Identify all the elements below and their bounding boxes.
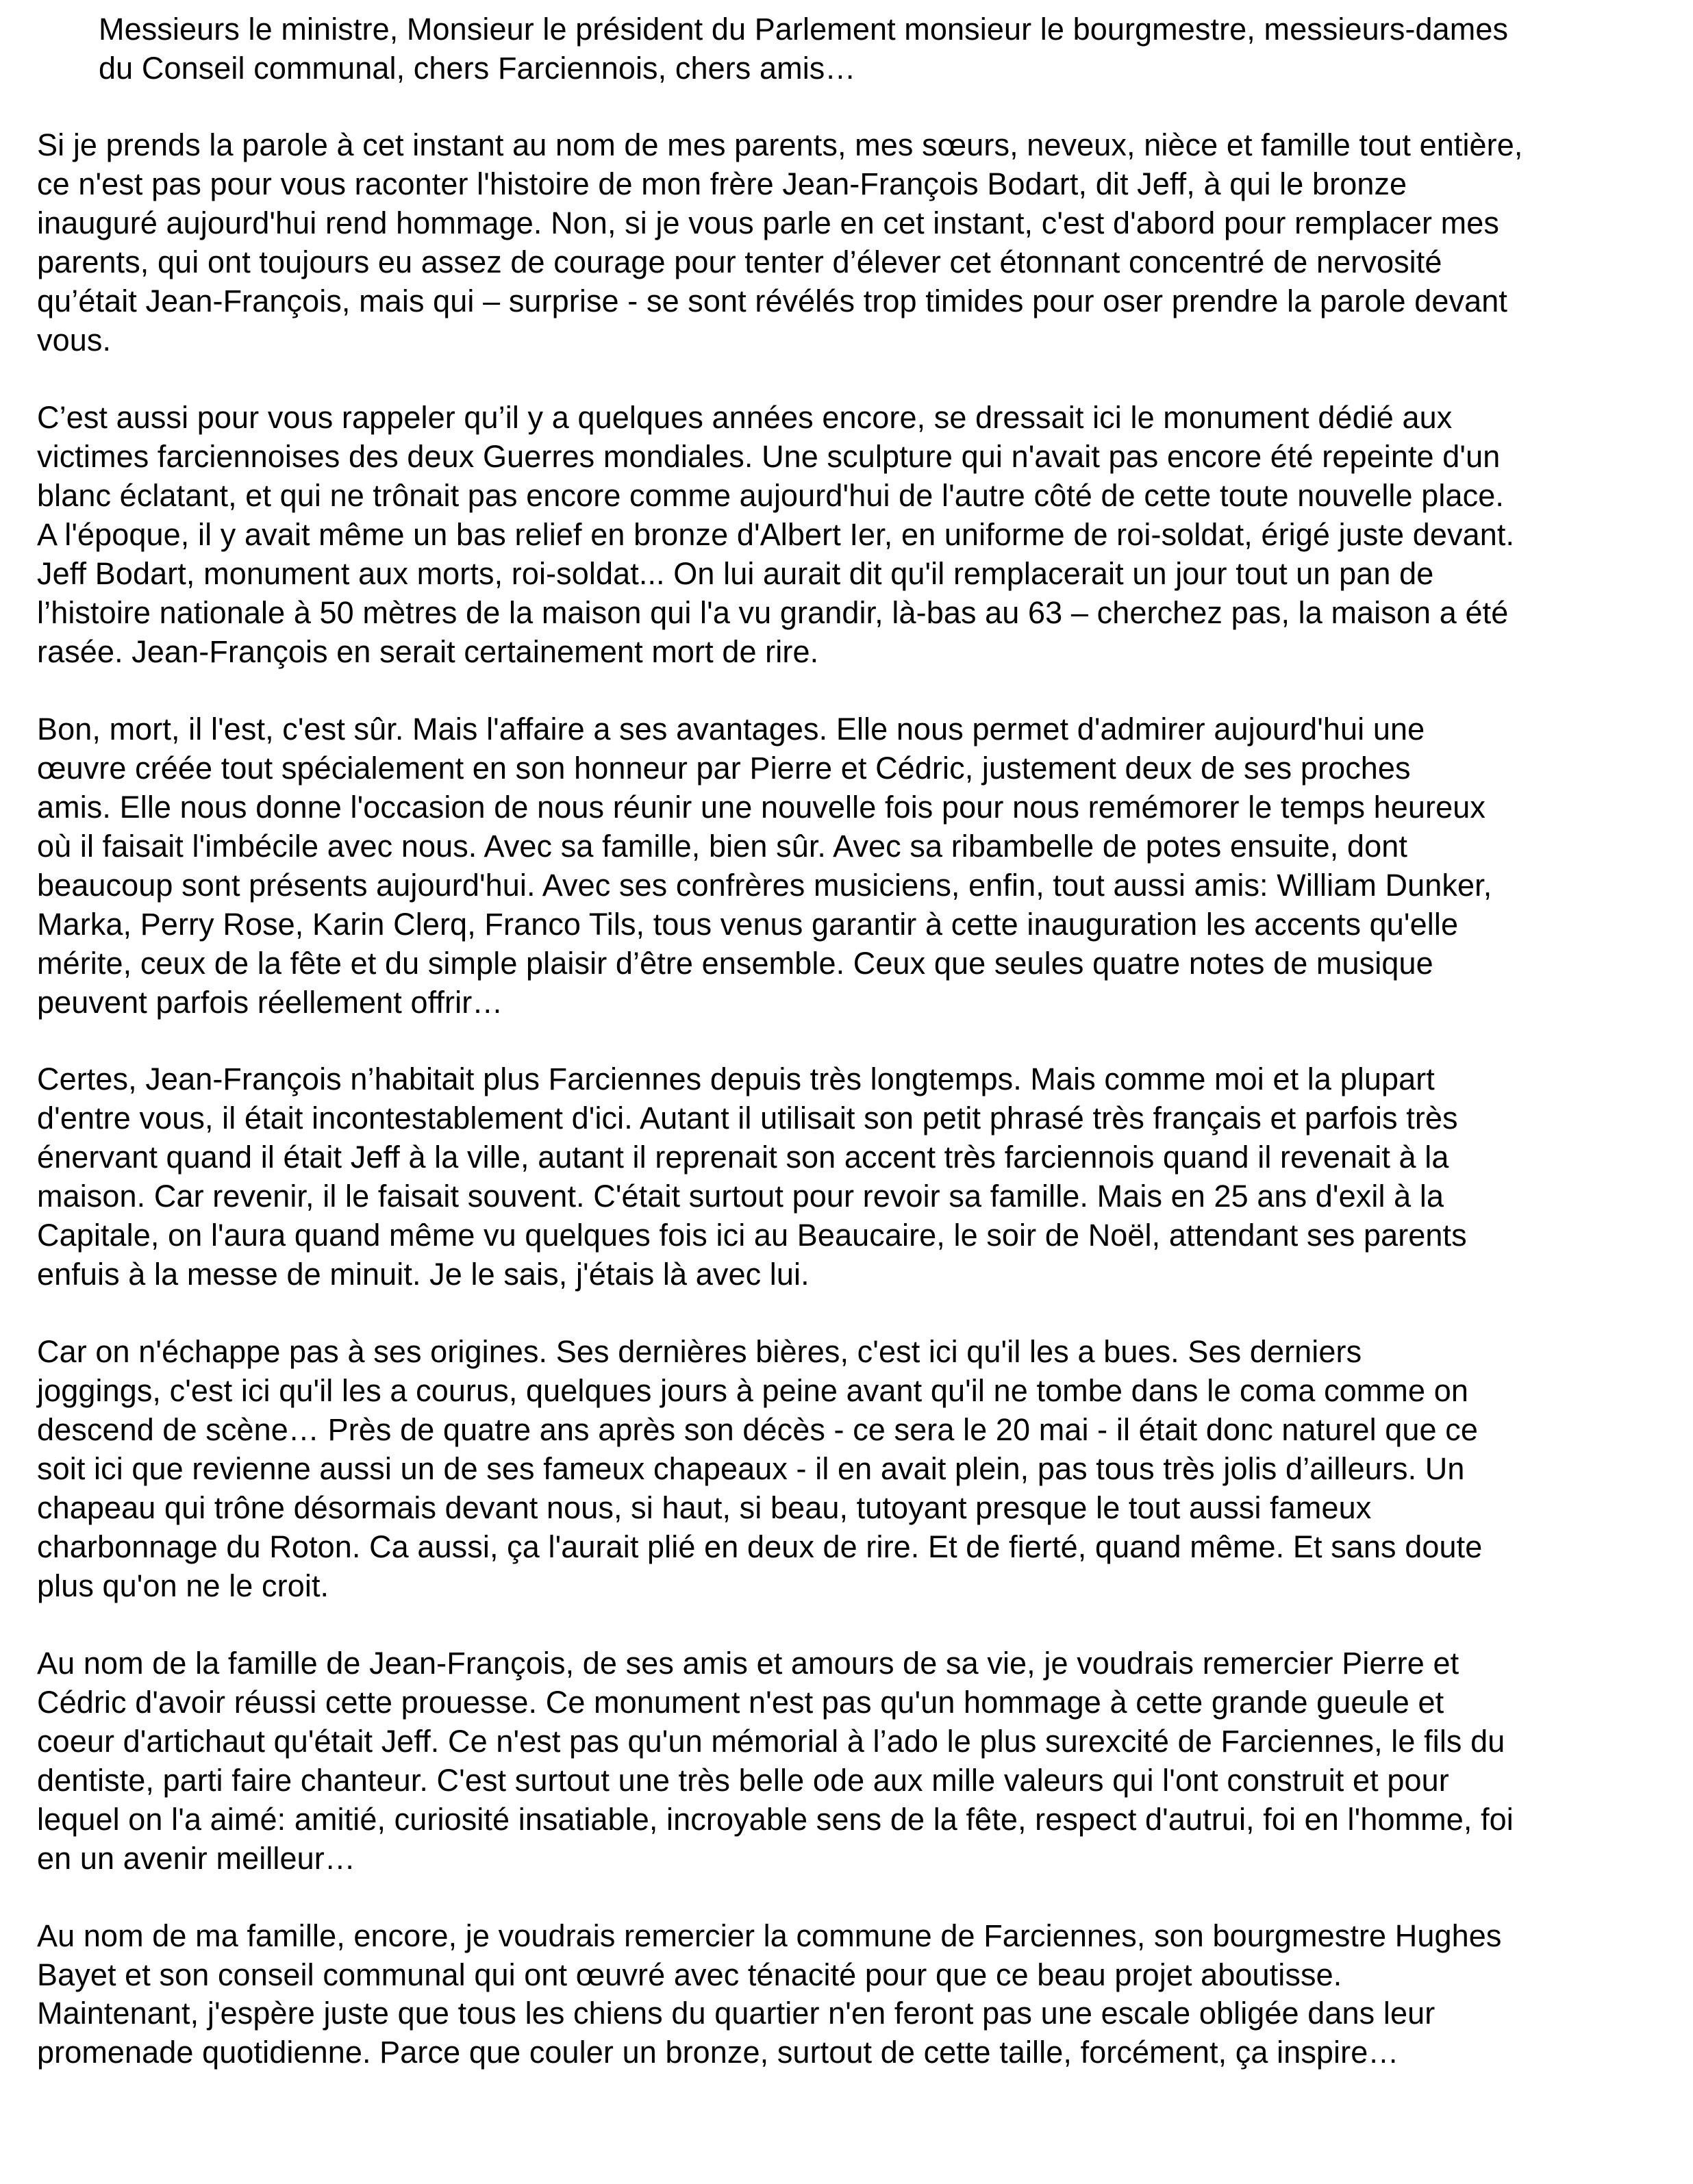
- body-paragraph-2: C’est aussi pour vous rappeler qu’il y a quelques années encore, se dressait ici le monument dédié aux victimes farciennoises des deux Guerres mondiales. Une sculpture qui n'avait pas encore été repeinte d'un blanc éclatant, et qui ne trônait pas encore comme aujourd'hui de l'autre côté de cette toute nouvelle place. A l'époque, il y avait même un bas relief en bronze d'Albert Ier, en uniforme de roi-soldat, érigé juste devant. Jeff Bodart, monument aux morts, roi-soldat... On lui aurait dit qu'il remplacerait un jour tout un pan de l’histoire nationale à 50 mètres de la maison qui l'a vu grandir, là-bas au 63 – cherchez pas, la maison a été rasée. Jean-François en serait certainement mort de rire.: [37, 400, 1515, 669]
- body-paragraph-6: Au nom de la famille de Jean-François, de ses amis et amours de sa vie, je voudrais remercier Pierre et Cédric d'avoir réussi cette prouesse. Ce monument n'est pas qu'un hommage à cette grande gueule et coeur d'artichaut qu'était Jeff. Ce n'est pas qu'un mémorial à l’ado le plus surexcité de Farciennes, le fils du dentiste, parti faire chanteur. C'est surtout une très belle ode aux mille valeurs qui l'ont construit et pour lequel on l'a aimé: amitié, curiosité insatiable, incroyable sens de la fête, respect d'autrui, foi en l'homme, foi en un avenir meilleur…: [37, 1646, 1514, 1876]
- salutation-paragraph: Messieurs le ministre, Monsieur le président du Parlement monsieur le bourgmestre, messieurs-dames du Conseil communal, chers Farciennois, chers amis…: [99, 12, 1509, 86]
- body-paragraph-7: Au nom de ma famille, encore, je voudrais remercier la commune de Farciennes, son bourgmestre Hughes Bayet et son conseil communal qui ont œuvré avec ténacité pour que ce beau projet aboutisse.: [37, 1918, 1502, 1992]
- body-paragraph-4: Certes, Jean-François n’habitait plus Farciennes depuis très longtemps. Mais comme moi et la plupart d'entre vous, il était incontestablement d'ici. Autant il utilisait son petit phrasé très français et parfois très énervant quand il était Jeff à la ville, autant il reprenait son accent très farciennois quand il revenait à la maison. Car revenir, il le faisait souvent. C'était surtout pour revoir sa famille. Mais en 25 ans d'exil à la Capitale, on l'aura quand même vu quelques fois ici au Beaucaire, le soir de Noël, attendant ses parents enfuis à la messe de minuit. Je le sais, j'étais là avec lui.: [37, 1062, 1467, 1292]
- body-paragraph-3: Bon, mort, il l'est, c'est sûr. Mais l'affaire a ses avantages. Elle nous permet d'admirer aujourd'hui une œuvre créée tout spécialement en son honneur par Pierre et Cédric, justement deux de ses proches amis. Elle nous donne l'occasion de nous réunir une nouvelle fois pour nous remémorer le temps heureux où il faisait l'imbécile avec nous. Avec sa famille, bien sûr. Avec sa ribambelle de potes ensuite, dont beaucoup sont présents aujourd'hui. Avec ses confrères musiciens, enfin, tout aussi amis: William Dunker, Marka, Perry Rose, Karin Clerq, Franco Tils, tous venus garantir à cette inauguration les accents qu'elle mérite, ceux de la fête et du simple plaisir d’être ensemble. Ceux que seules quatre notes de musique peuvent parfois réellement offrir…: [37, 712, 1492, 1020]
- body-paragraph-5: Car on n'échappe pas à ses origines. Ses dernières bières, c'est ici qu'il les a bues. Ses derniers joggings, c'est ici qu'il les a courus, quelques jours à peine avant qu'il ne tombe dans le coma comme on descend de scène… Près de quatre ans après son décès - ce sera le 20 mai - il était donc naturel que ce soit ici que revienne aussi un de ses fameux chapeaux - il en avait plein, pas tous très jolis d’ailleurs. Un chapeau qui trône désormais devant nous, si haut, si beau, tutoyant presque le tout aussi fameux charbonnage du Roton. Ca aussi, ça l'aurait plié en deux de rire. Et de fierté, quand même. Et sans doute plus qu'on ne le croit.: [37, 1334, 1483, 1603]
- closing-paragraph: Maintenant, j'espère juste que tous les chiens du quartier n'en feront pas une escale obligée dans leur promenade quotidienne. Parce que couler un bronze, surtout de cette taille, forcément, ça inspire…: [37, 1996, 1435, 2070]
- body-paragraph-1: Si je prends la parole à cet instant au nom de mes parents, mes sœurs, neveux, nièce et famille tout entière, ce n'est pas pour vous raconter l'histoire de mon frère Jean-François Bodart, dit Jeff, à qui le bronze inauguré aujourd'hui rend hommage. Non, si je vous parle en cet instant, c'est d'abord pour remplacer mes parents, qui ont toujours eu assez de courage pour tenter d’élever cet étonnant concentré de nervosité qu’était Jean-François, mais qui – surprise - se sont révélés trop timides pour oser prendre la parole devant vous.: [37, 127, 1523, 357]
